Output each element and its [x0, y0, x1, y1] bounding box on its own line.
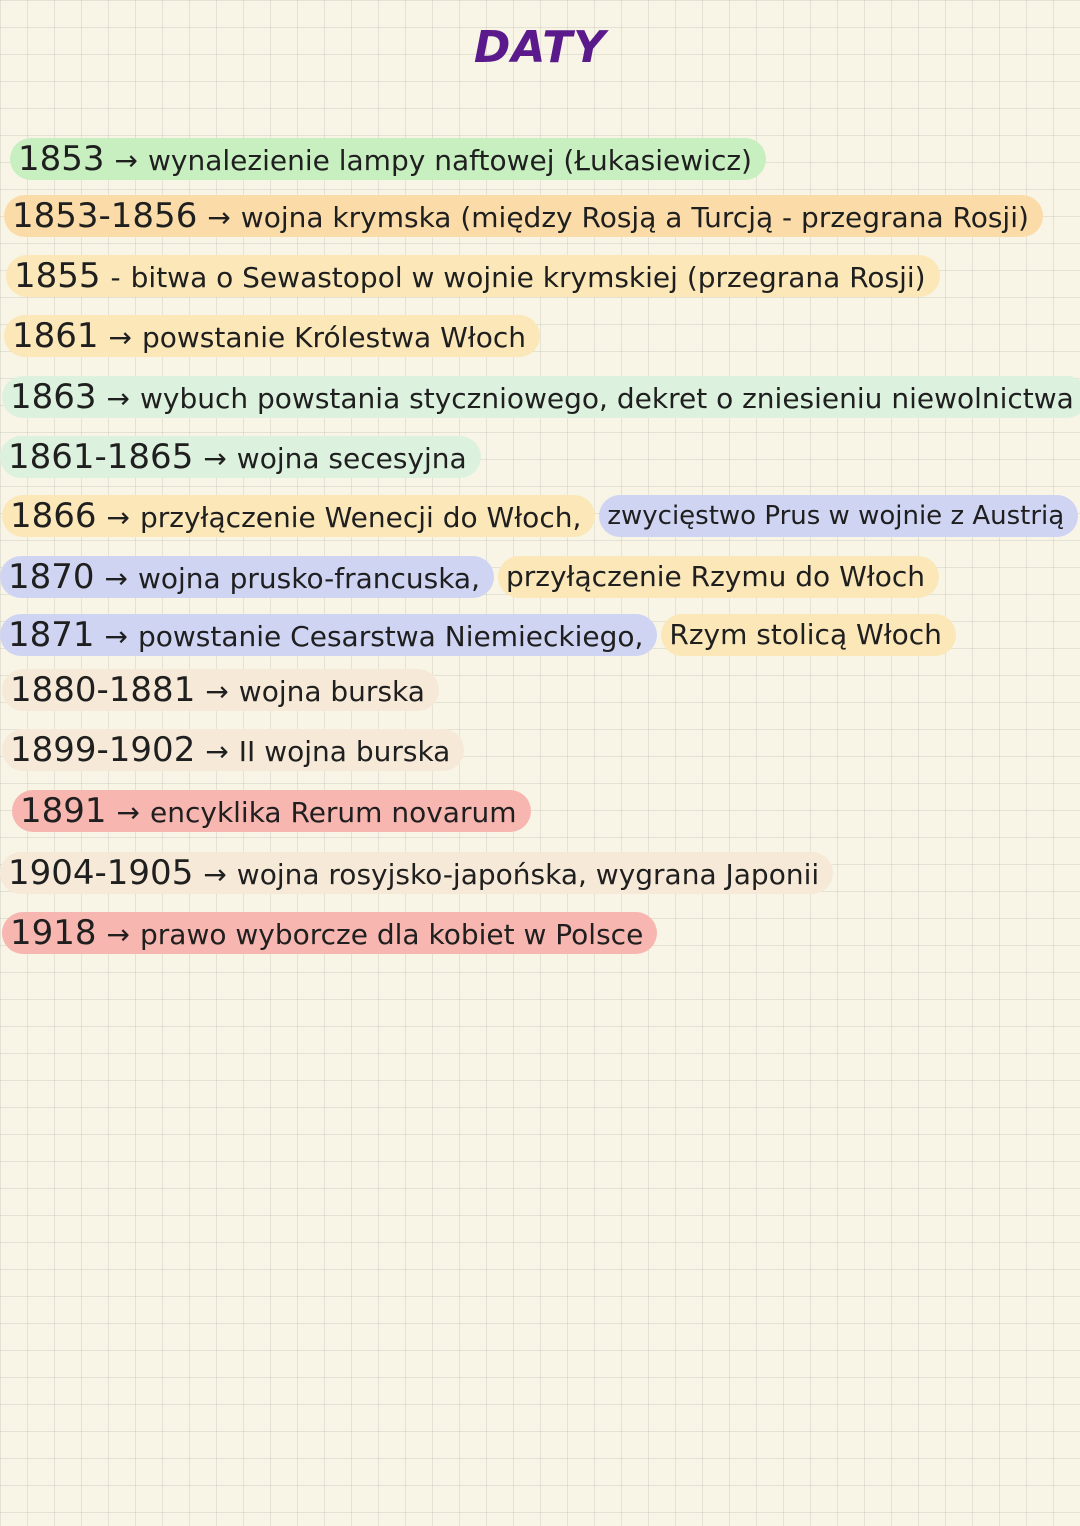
highlight	[10, 138, 766, 180]
highlight	[599, 495, 1078, 537]
entry-text-secondary: zwycięstwo Prus w wojnie z Austrią	[607, 501, 1065, 531]
entry-year: 1870	[8, 557, 95, 597]
entry-year: 1861-1865	[8, 437, 194, 477]
date-entry	[4, 195, 1043, 237]
highlight	[0, 436, 481, 478]
date-entry	[2, 495, 1078, 537]
highlight	[6, 255, 940, 297]
entry-text: bitwa o Sewastopol w wojnie krymskiej (przegrana Rosji)	[130, 261, 926, 294]
page-title: DATY	[473, 22, 607, 73]
entry-year: 1853-1856	[12, 196, 198, 236]
arrow-icon: →	[207, 201, 231, 234]
arrow-icon: →	[106, 918, 130, 951]
entry-text: prawo wyborcze dla kobiet w Polsce	[140, 918, 644, 951]
highlight	[2, 729, 464, 771]
entry-text: wojna prusko-francuska,	[138, 562, 480, 595]
highlight	[4, 195, 1043, 237]
arrow-icon: →	[116, 796, 140, 829]
highlight	[12, 790, 531, 832]
date-entry	[2, 912, 657, 954]
arrow-icon: →	[106, 501, 130, 534]
arrow-icon: →	[104, 562, 128, 595]
highlight	[0, 556, 494, 598]
arrow-icon: →	[203, 858, 227, 891]
entry-text-secondary: Rzym stolicą Włoch	[669, 618, 942, 651]
date-entry	[0, 436, 481, 478]
arrow-icon: →	[205, 675, 229, 708]
date-entry	[0, 852, 833, 894]
highlight	[2, 669, 439, 711]
date-entry	[4, 315, 540, 357]
highlight	[2, 495, 595, 537]
entry-year: 1891	[20, 791, 107, 831]
arrow-icon: →	[205, 735, 229, 768]
entry-text: powstanie Królestwa Włoch	[142, 321, 527, 354]
entry-text: wynalezienie lampy naftowej (Łukasiewicz)	[148, 144, 752, 177]
entry-text: wojna krymska (między Rosją a Turcją - przegrana Rosji)	[240, 201, 1029, 234]
arrow-icon: →	[203, 442, 227, 475]
entry-text: wojna rosyjsko-japońska, wygrana Japonii	[236, 858, 820, 891]
entry-year: 1918	[10, 913, 97, 953]
entry-text: wojna burska	[238, 675, 425, 708]
entry-text: wybuch powstania styczniowego, dekret o zniesieniu niewolnictwa	[140, 382, 1074, 415]
arrow-icon: →	[114, 144, 138, 177]
arrow-icon: →	[108, 321, 132, 354]
entry-year: 1855	[14, 256, 101, 296]
highlight	[0, 614, 657, 656]
date-entry	[10, 138, 766, 180]
date-entry	[2, 376, 1080, 418]
dash-separator: -	[110, 261, 121, 294]
entry-text: powstanie Cesarstwa Niemieckiego,	[138, 620, 644, 653]
entry-year: 1853	[18, 139, 105, 179]
date-entry	[6, 255, 940, 297]
highlight	[661, 614, 956, 656]
entry-text: II wojna burska	[238, 735, 451, 768]
date-entry	[2, 669, 439, 711]
date-entry	[0, 614, 956, 656]
entry-year: 1866	[10, 496, 97, 536]
date-entry	[0, 556, 939, 598]
entry-year: 1880-1881	[10, 670, 196, 710]
entry-year: 1904-1905	[8, 853, 194, 893]
highlight	[0, 852, 833, 894]
entry-text-secondary: przyłączenie Rzymu do Włoch	[506, 560, 926, 593]
date-entry	[12, 790, 531, 832]
entry-year: 1861	[12, 316, 99, 356]
entry-year: 1899-1902	[10, 730, 196, 770]
entry-text: encyklika Rerum novarum	[150, 796, 517, 829]
arrow-icon: →	[106, 382, 130, 415]
entry-year: 1863	[10, 377, 97, 417]
arrow-icon: →	[104, 620, 128, 653]
highlight	[498, 556, 939, 598]
date-entry	[2, 729, 464, 771]
entry-text: wojna secesyjna	[236, 442, 467, 475]
highlight	[2, 912, 657, 954]
entry-text: przyłączenie Wenecji do Włoch,	[140, 501, 582, 534]
highlight	[2, 376, 1080, 418]
entry-year: 1871	[8, 615, 95, 655]
highlight	[4, 315, 540, 357]
